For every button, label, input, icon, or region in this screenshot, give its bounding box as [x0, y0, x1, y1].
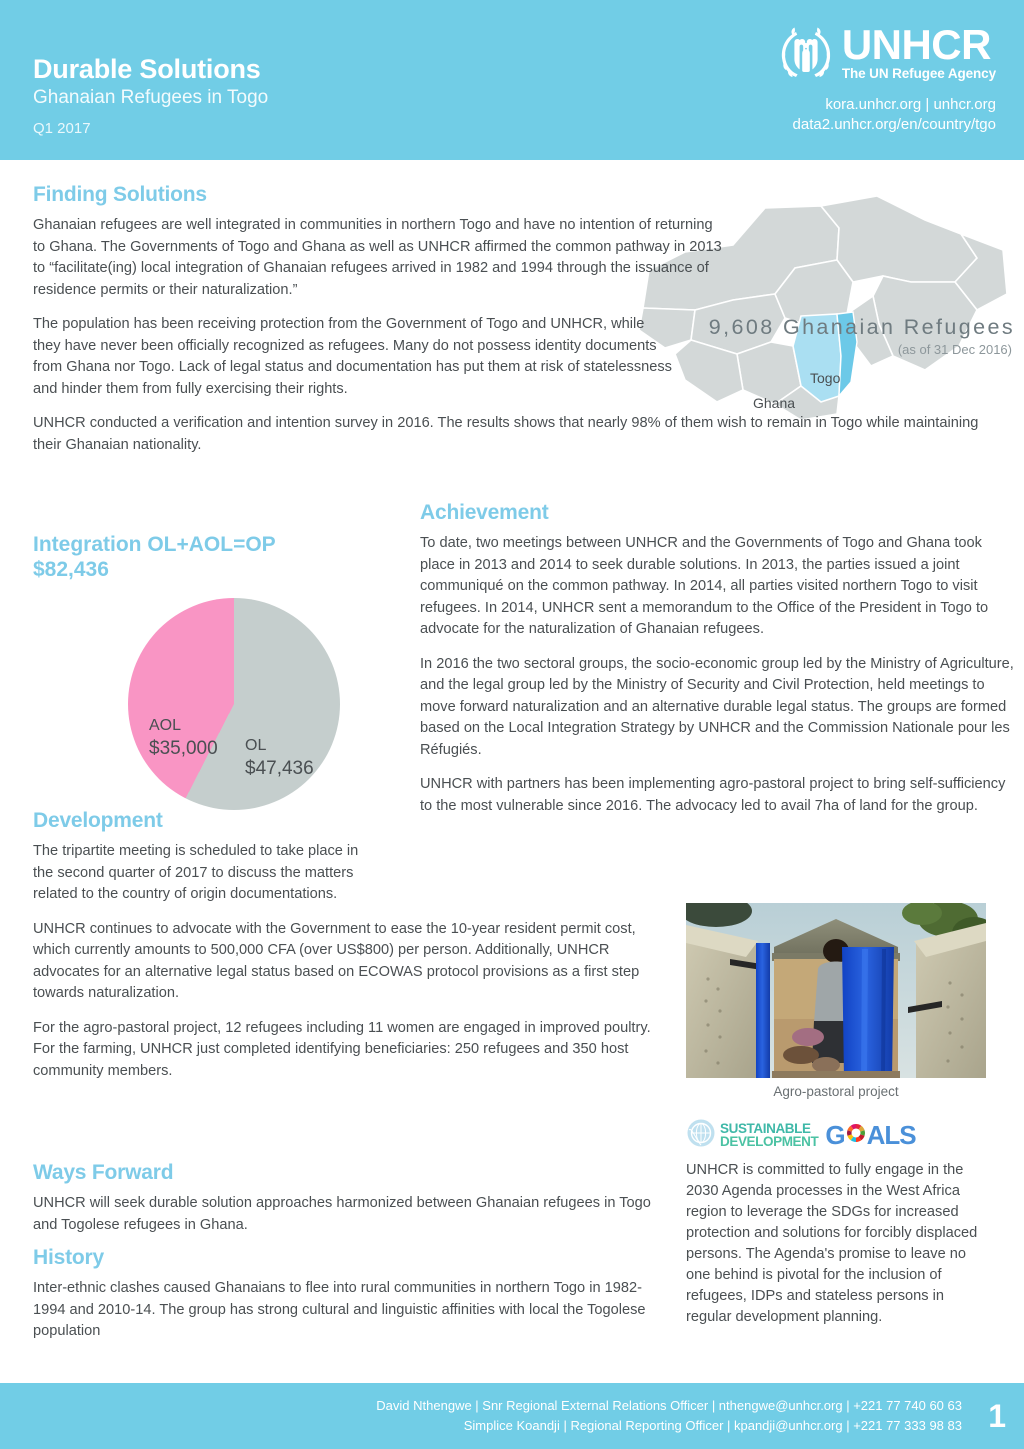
sdg-line-2: DEVELOPMENT — [720, 1134, 819, 1149]
header-right — [776, 21, 996, 135]
pie-label-aol-name: AOL — [149, 717, 182, 734]
pie-label-ol-value: $47,436 — [245, 758, 314, 779]
finding-solutions-paragraph-2: The population has been receiving protection from the Government of Togo and UNHCR, while they have never been officially recognized as refugees. Many do not possess identity documents from Ghana nor Togo. Lack of legal status and documentation has put them at risk of statelessness and hinder them from fully exercising their rights. — [33, 316, 672, 397]
achievement-paragraph-2: In 2016 the two sectoral groups, the socio-economic group led by the Ministry of Agriculture, and the legal group led by the Ministry of Security and Civil Protection, held meetings to move forward naturalization and an alternative durable legal status. The groups are formed based on the Local Integration Strategy by UNHCR and the Commission Nationale pour les Réfugiés. — [420, 655, 1014, 758]
section-development — [33, 808, 673, 1082]
page-subtitle: Ghanaian Refugees in Togo — [33, 87, 269, 108]
sdg-goals-text: G ALS — [825, 1119, 916, 1150]
photo-caption: Agro-pastoral project — [773, 1084, 899, 1099]
header-urls — [776, 95, 996, 135]
finding-solutions-heading: Finding Solutions — [33, 183, 207, 206]
sdg-paragraph: UNHCR is committed to fully engage in the 2030 Agenda processes in the West Africa region to leverage the SDGs for increased protection and solutions for forcibly displaced persons. The Agenda's promise to leave no one behind is pivotal for the inclusion of refugees, IDPs and stateless persons in regular development planning. — [686, 1162, 978, 1325]
un-emblem-icon — [686, 1118, 716, 1153]
footer-contact-line-2: Simplice Koandji | Regional Reporting Officer | kpandji@unhcr.org | +221 77 333 98 83 — [463, 1418, 962, 1433]
finding-solutions-paragraph-3: UNHCR conducted a verification and intention survey in 2016. The results shows that nearly 98% of them wish to remain in Togo while maintaining their Ghanaian nationality. — [33, 415, 979, 453]
page-header — [0, 0, 1024, 160]
url-line-1[interactable]: kora.unhcr.org | unhcr.org — [825, 96, 996, 113]
unhcr-tagline: The UN Refugee Agency — [841, 66, 996, 81]
pie-label-ol — [245, 734, 314, 780]
agro-pastoral-photo-block — [686, 903, 986, 1099]
achievement-heading: Achievement — [420, 501, 549, 524]
refugee-count: 9,608 Ghanaian Refugees — [708, 315, 1015, 339]
sdg-block — [686, 1118, 991, 1328]
finding-solutions-paragraph-1: Ghanaian refugees are well integrated in communities in northern Togo and have no intention of returning to Ghana. The Governments of Togo and Ghana as well as UNHCR affirmed the common pathway in 2013 to “facilitate(ing) local integration of Ghanaian refugees arrived in 1982 and 1994 through the issuance of residence permits or their naturalization.” — [33, 217, 722, 298]
unhcr-logo-text — [841, 21, 996, 81]
section-integration — [33, 532, 393, 821]
development-heading: Development — [33, 809, 163, 832]
integration-heading-line1: Integration OL+AOL=OP — [33, 533, 276, 556]
history-paragraph-1: Inter-ethnic clashes caused Ghanaians to flee into rural communities in northern Togo in 1982-1994 and 2010-14. The group has strong cultural and linguistic affinities with local the Togolese population — [33, 1280, 646, 1339]
development-paragraph-1: The tripartite meeting is scheduled to take place in the second quarter of 2017 to discuss the matters related to the country of origin documentations. — [33, 843, 359, 902]
integration-pie-chart — [33, 596, 393, 821]
ways-forward-paragraph-1: UNHCR will seek durable solution approaches harmonized between Ghanaian refugees in Togo and Togolese refugees in Ghana. — [33, 1195, 651, 1233]
achievement-paragraph-1: To date, two meetings between UNHCR and the Governments of Togo and Ghana took place in 2013 and 2014 to seek durable solutions. In 2013, the parties issued a joint communiqué on the common pathway. In 2014, all parties visited northern Togo to visit refugees. In 2014, UNHCR sent a memorandum to the Office of the President in Togo to advocate for the naturalization of Ghanaian refugees. — [420, 535, 989, 637]
footer-contacts — [376, 1396, 962, 1436]
sdg-logo — [686, 1118, 991, 1152]
pie-label-aol — [149, 714, 218, 760]
ways-forward-heading: Ways Forward — [33, 1161, 174, 1184]
header-left — [33, 53, 268, 137]
sdg-wordmark — [720, 1122, 818, 1148]
page-number: 1 — [988, 1398, 1006, 1434]
section-achievement — [420, 500, 1015, 817]
sdg-color-wheel-icon — [845, 1122, 867, 1149]
history-heading: History — [33, 1246, 104, 1269]
pie-label-ol-name: OL — [245, 737, 267, 754]
development-paragraph-3: For the agro-pastoral project, 12 refugees including 11 women are engaged in improved poultry. For the farming, UNHCR just completed identifying beneficiaries: 250 refugees and 350 host community members. — [33, 1019, 651, 1079]
section-history — [33, 1245, 663, 1343]
section-ways-forward — [33, 1160, 663, 1236]
map-label-togo: Togo — [810, 370, 841, 386]
url-line-2[interactable]: data2.unhcr.org/en/country/tgo — [792, 116, 996, 133]
sdg-line-1: SUSTAINABLE — [720, 1121, 811, 1136]
unhcr-logo — [776, 21, 996, 82]
footer-contact-line-1: David Nthengwe | Snr Regional External Relations Officer | nthengwe@unhcr.org | +221 77 740 60 63 — [376, 1398, 962, 1413]
pie-label-aol-value: $35,000 — [149, 738, 218, 759]
map-label-ghana: Ghana — [753, 395, 796, 411]
agro-pastoral-photo — [686, 903, 986, 1078]
refugee-count-date: (as of 31 Dec 2016) — [897, 342, 1012, 357]
integration-heading-line2: $82,436 — [33, 558, 109, 581]
reporting-period: Q1 2017 — [33, 120, 91, 137]
page-title: Durable Solutions — [33, 54, 261, 84]
unhcr-emblem-icon — [776, 24, 836, 82]
unhcr-wordmark: UNHCR — [841, 21, 991, 68]
development-paragraph-2: UNHCR continues to advocate with the Government to ease the 10-year resident permit cost, which currently amounts to 500,000 CFA (over US$800) per person. Additionally, UNHCR advocates for an alternative legal status based on ECOWAS protocol provisions as a first step towards naturalization. — [33, 920, 640, 1001]
page-footer — [0, 1383, 1024, 1449]
achievement-paragraph-3: UNHCR with partners has been implementing agro-pastoral project to bring self-sufficiency to the most vulnerable since 2016. The advocacy led to avail 7ha of land for the group. — [420, 776, 1006, 814]
